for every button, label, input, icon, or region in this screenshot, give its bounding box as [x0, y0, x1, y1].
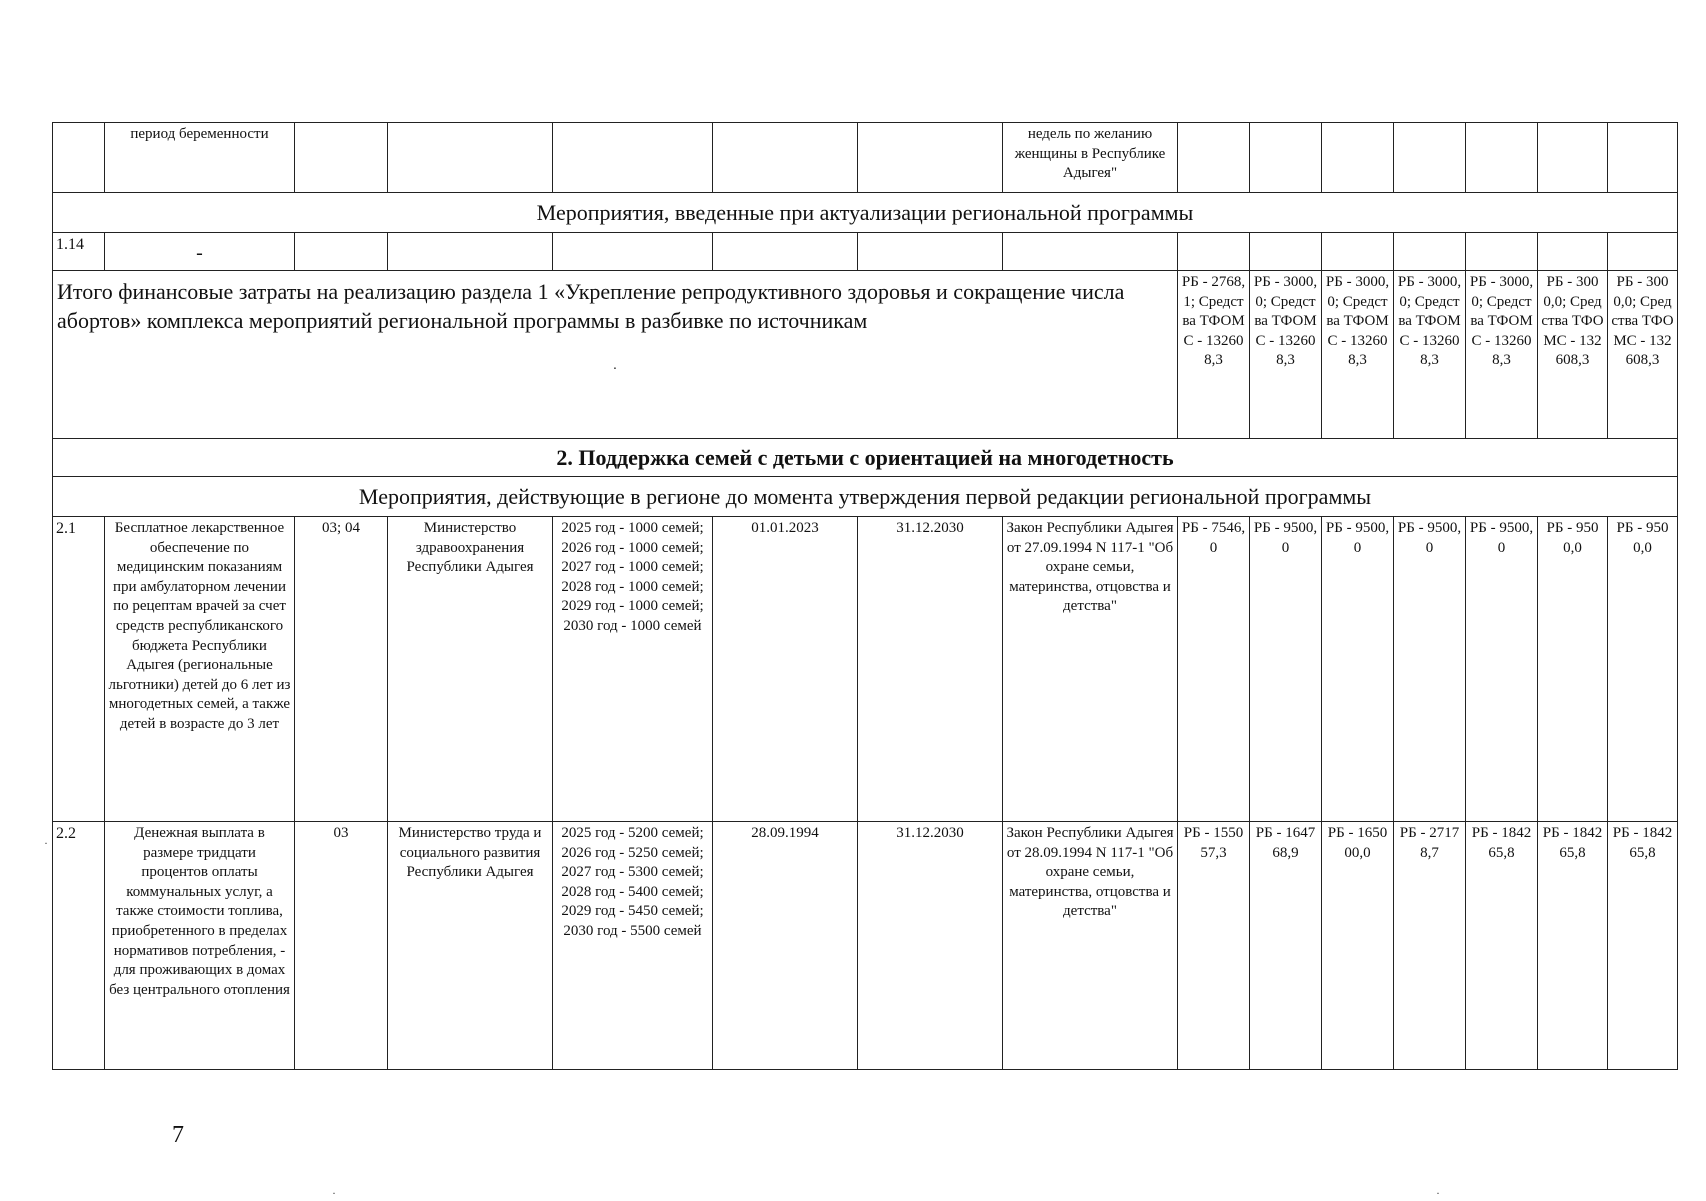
row-value-2024: РБ - 155057,3: [1178, 822, 1250, 1070]
row-indicator: 2025 год - 5200 семей; 2026 год - 5250 семей; 2027 год - 5300 семей; 2028 год - 5400 семей; 2029 год - 5450 семей; 2030 год - 5500 семей: [553, 822, 713, 1070]
row-value-2029: РБ - 9500,0: [1538, 517, 1608, 822]
row-value-2027: РБ - 9500,0: [1394, 517, 1466, 822]
row-name: Бесплатное лекарственное обеспечение по медицинским показаниям при амбулаторном лечении по рецептам врачей за счет средств республиканского бюджета Республики Адыгея (региональные льготники) детей до 6 лет из многодетных семей, а также детей в возрасте до 3 лет: [105, 517, 295, 822]
total-label-text: Итого финансовые затраты на реализацию раздела 1 «Укрепление репродуктивного здоровья и сокращение числа абортов» комплекса мероприятий региональной программы в разбивке по источникам: [57, 279, 1125, 333]
scan-speck: ·: [44, 836, 48, 850]
scan-speck: ·: [332, 1186, 336, 1200]
section-updated-title: Мероприятия, введенные при актуализации региональной программы: [53, 193, 1678, 233]
total-value-2030: РБ - 3000,0; Средства ТФОМС - 132608,3: [1608, 271, 1678, 439]
table-row: [53, 233, 1678, 271]
row-value-2027: РБ - 27178,7: [1394, 822, 1466, 1070]
row-number: 1.14: [53, 233, 105, 271]
row-value-2026: РБ - 165000,0: [1322, 822, 1394, 1070]
total-value-2024: РБ - 2768,1; Средства ТФОМС - 132608,3: [1178, 271, 1250, 439]
row-code: 03; 04: [295, 517, 388, 822]
row-basis: Закон Республики Адыгея от 28.09.1994 N 117-1 "Об охране семьи, материнства, отцовства и детства": [1003, 822, 1178, 1070]
row-number: 2.1: [53, 517, 105, 822]
total-mark: ·: [612, 362, 618, 377]
total-label: [53, 271, 1178, 439]
row-value-2025: РБ - 9500,0: [1250, 517, 1322, 822]
row-value-2025: РБ - 164768,9: [1250, 822, 1322, 1070]
row-number: 2.2: [53, 822, 105, 1070]
total-value-2026: РБ - 3000,0; Средства ТФОМС - 132608,3: [1322, 271, 1394, 439]
table-row: [53, 123, 1678, 193]
section-header-row: [53, 193, 1678, 233]
total-value-2029: РБ - 3000,0; Средства ТФОМС - 132608,3: [1538, 271, 1608, 439]
section-existing-title: Мероприятия, действующие в регионе до момента утверждения первой редакции региональной программы: [53, 477, 1678, 517]
row-start-date: 01.01.2023: [713, 517, 858, 822]
row-value-2030: РБ - 184265,8: [1608, 822, 1678, 1070]
row-value-2028: РБ - 9500,0: [1466, 517, 1538, 822]
scan-speck: ·: [1436, 1186, 1440, 1200]
row-value-2028: РБ - 184265,8: [1466, 822, 1538, 1070]
row-name: Денежная выплата в размере тридцати процентов оплаты коммунальных услуг, а также стоимости топлива, приобретенного в пределах нормативов потребления, - для проживающих в домах без центрального отопления: [105, 822, 295, 1070]
row-end-date: 31.12.2030: [858, 517, 1003, 822]
row-value-2024: РБ - 7546,0: [1178, 517, 1250, 822]
total-row: [53, 271, 1678, 439]
program-table: [52, 122, 1677, 1069]
row-executor: Министерство здравоохранения Республики Адыгея: [388, 517, 553, 822]
row-value-2026: РБ - 9500,0: [1322, 517, 1394, 822]
table-row: [53, 517, 1678, 822]
total-value-2028: РБ - 3000,0; Средства ТФОМС - 132608,3: [1466, 271, 1538, 439]
section-header-row: [53, 477, 1678, 517]
row-name: -: [105, 233, 295, 271]
total-value-2027: РБ - 3000,0; Средства ТФОМС - 132608,3: [1394, 271, 1466, 439]
table-row: [53, 822, 1678, 1070]
row-executor: Министерство труда и социального развития Республики Адыгея: [388, 822, 553, 1070]
row-start-date: 28.09.1994: [713, 822, 858, 1070]
row-basis: Закон Республики Адыгея от 27.09.1994 N 117-1 "Об охране семьи, материнства, отцовства и детства": [1003, 517, 1178, 822]
row-name-fragment: период беременности: [105, 123, 295, 193]
total-value-2025: РБ - 3000,0; Средства ТФОМС - 132608,3: [1250, 271, 1322, 439]
section-header-row: [53, 439, 1678, 477]
row-indicator: 2025 год - 1000 семей; 2026 год - 1000 семей; 2027 год - 1000 семей; 2028 год - 1000 семей; 2029 год - 1000 семей; 2030 год - 1000 семей: [553, 517, 713, 822]
row-code: 03: [295, 822, 388, 1070]
row-value-2030: РБ - 9500,0: [1608, 517, 1678, 822]
page-number: 7: [172, 1122, 184, 1148]
section2-title: 2. Поддержка семей с детьми с ориентацией на многодетность: [53, 439, 1678, 477]
row-end-date: 31.12.2030: [858, 822, 1003, 1070]
row-value-2029: РБ - 184265,8: [1538, 822, 1608, 1070]
row-basis-fragment: недель по желанию женщины в Республике Адыгея": [1003, 123, 1178, 193]
